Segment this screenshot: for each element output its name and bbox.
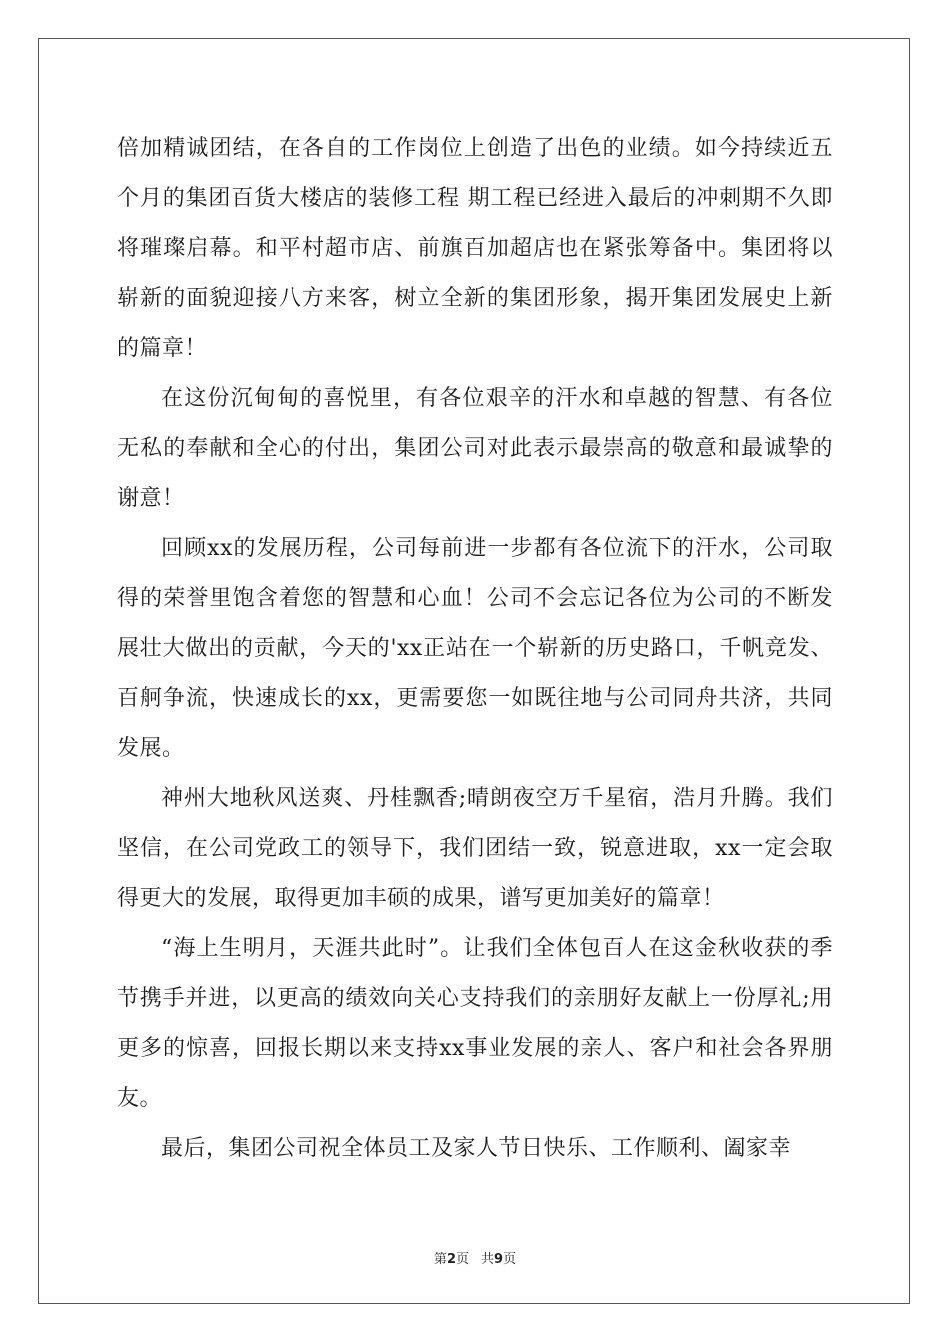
paragraph-6: 最后，集团公司祝全体员工及家人节日快乐、工作顺利、阖家幸 [161,1136,792,1161]
current-page-number: 2 [446,1252,456,1267]
total-page-number: 9 [494,1252,504,1267]
paragraph-4: 神州大地秋风送爽、丹桂飘香;晴朗夜空万千星宿，浩月升腾。我们坚信，在公司党政工的领导下，我们团结一致，锐意进取，xx一定会取得更大的发展，取得更加丰硕的成果，谱写更加美好的篇章！ [117,786,833,911]
paragraph-2: 在这份沉甸甸的喜悦里，有各位艰辛的汗水和卓越的智慧、有各位无私的奉献和全心的付出，集团公司对此表示最崇高的敬意和最诚挚的谢意！ [117,386,833,511]
paragraph-3: 回顾xx的发展历程，公司每前进一步都有各位流下的汗水，公司取得的荣誉里饱含着您的智慧和心血！公司不会忘记各位为公司的不断发展壮大做出的贡献，今天的'xx正站在一个崭新的历史路口，千帆竞发、百舸争流，快速成长的xx，更需要您一如既往地与公司同舟共济，共同发展。 [117,536,833,761]
page-prefix: 第 [433,1252,447,1267]
total-suffix: 页 [503,1252,517,1267]
total-prefix: 共 [481,1252,495,1267]
document-body [117,124,833,1174]
paragraph-1: 倍加精诚团结，在各自的工作岗位上创造了出色的业绩。如今持续近五个月的集团百货大楼店的装修工程 期工程已经进入最后的冲刺期不久即将璀璨启幕。和平村超市店、前旗百加超店也在紧张筹备中。集团将以崭新的面貌迎接八方来客，树立全新的集团形象，揭开集团发展史上新的篇章！ [117,136,833,361]
paragraph-5: “海上生明月，天涯共此时”。让我们全体包百人在这金秋收获的季节携手并进，以更高的绩效向关心支持我们的亲朋好友献上一份厚礼;用更多的惊喜，回报长期以来支持xx事业发展的亲人、客户和社会各界朋友。 [117,936,833,1111]
page-footer [0,1248,950,1267]
page-suffix: 页 [455,1252,469,1267]
